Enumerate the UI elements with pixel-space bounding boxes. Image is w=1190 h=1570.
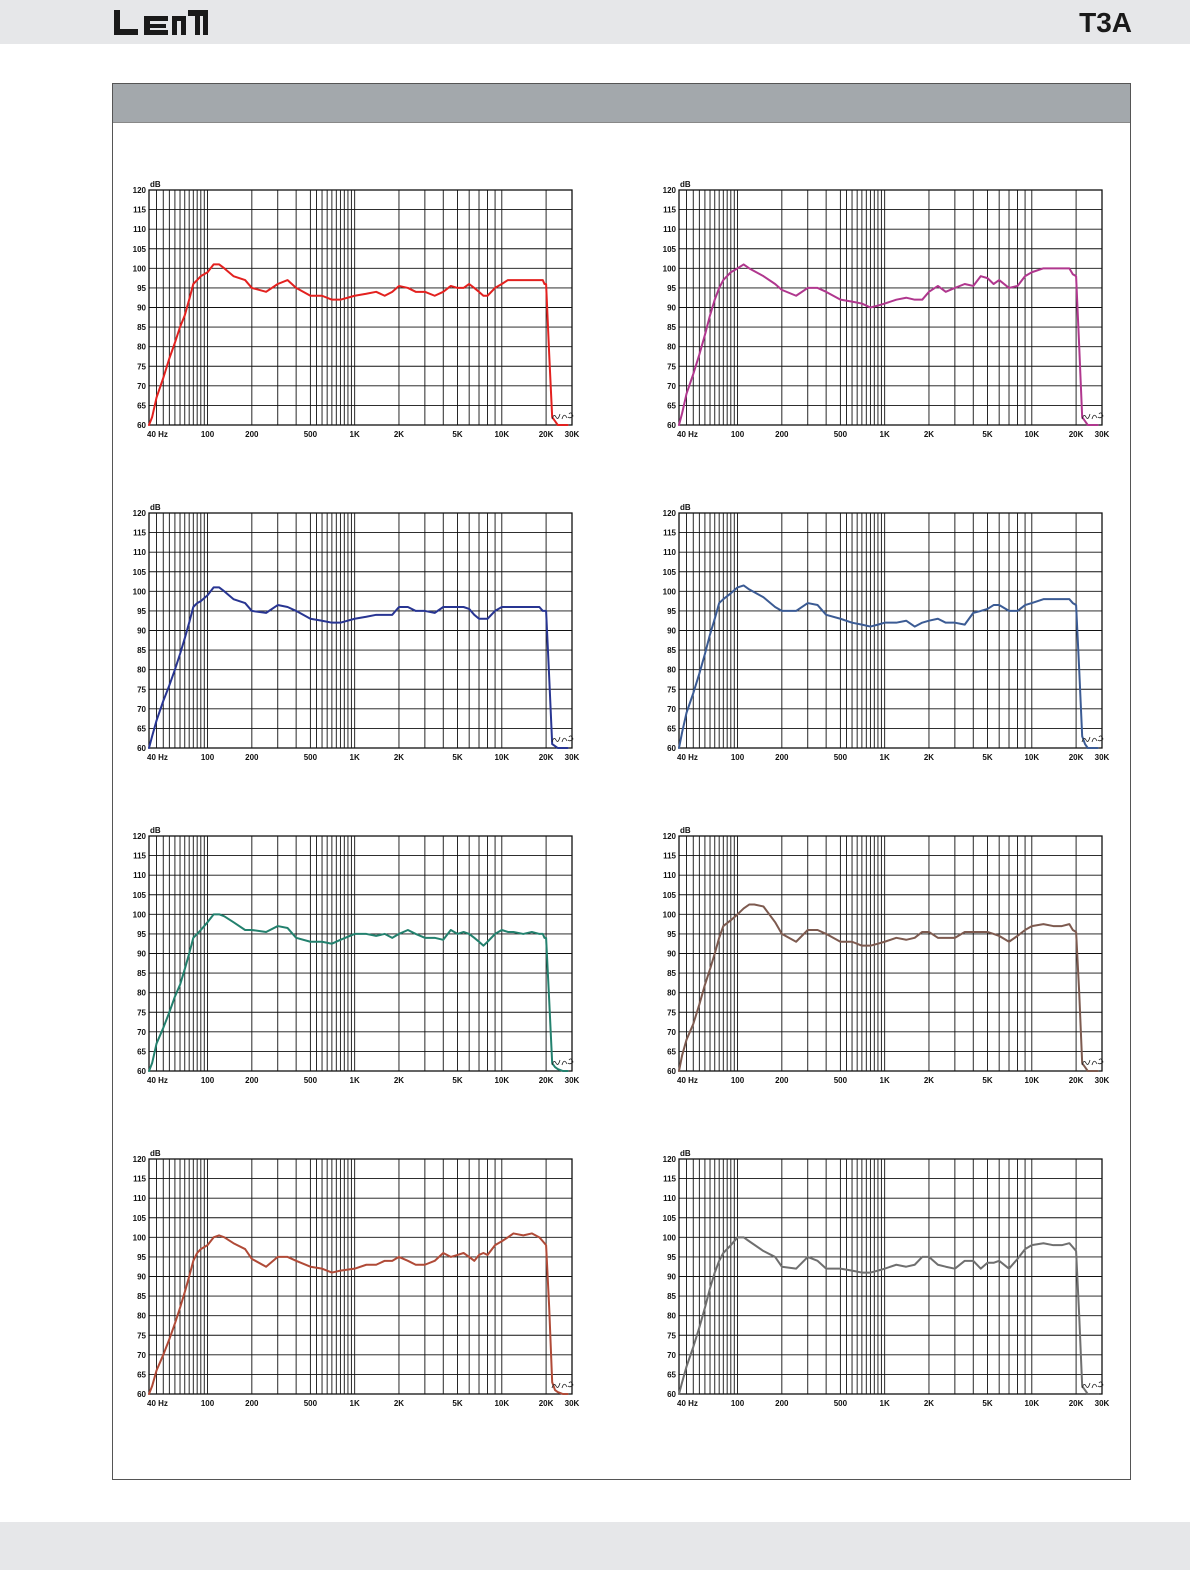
x-tick-label: 2K xyxy=(923,430,935,439)
x-tick-label: 2K xyxy=(923,753,935,762)
x-tick-label: 40 Hz xyxy=(147,1076,168,1085)
y-tick-label: 105 xyxy=(132,567,146,577)
y-tick-label: 95 xyxy=(137,1252,146,1262)
x-tick-label: 500 xyxy=(833,753,848,762)
x-tick-label: 2K xyxy=(393,430,405,439)
y-tick-label: 65 xyxy=(667,1370,676,1380)
y-tick-label: 120 xyxy=(132,186,146,195)
grid xyxy=(149,1159,572,1394)
x-tick-label: 20K xyxy=(538,1399,554,1408)
y-tick-label: 65 xyxy=(667,724,676,734)
y-tick-label: 80 xyxy=(667,988,676,998)
y-axis-label: dB xyxy=(680,826,691,835)
y-tick-label: 105 xyxy=(662,890,676,900)
y-axis-label: dB xyxy=(150,503,161,512)
y-tick-label: 120 xyxy=(132,832,146,841)
model-name: T3A xyxy=(1079,7,1132,38)
x-tick-label: 2K xyxy=(393,1076,405,1085)
x-tick-label: 40 Hz xyxy=(147,1399,168,1408)
y-tick-label: 110 xyxy=(663,1194,676,1204)
x-tick-label: 10K xyxy=(494,753,510,762)
x-tick-label: 5K xyxy=(982,1076,993,1085)
y-tick-label: 85 xyxy=(667,646,676,656)
y-tick-label: 65 xyxy=(137,1370,146,1380)
y-tick-label: 75 xyxy=(667,1331,676,1341)
x-tick-label: 200 xyxy=(775,430,789,439)
y-tick-label: 100 xyxy=(132,1233,146,1243)
y-tick-label: 75 xyxy=(667,1008,676,1018)
y-tick-label: 90 xyxy=(667,626,676,636)
response-curve xyxy=(149,264,568,425)
x-tick-label: 100 xyxy=(200,1399,215,1408)
grid xyxy=(149,836,572,1071)
x-tick-label: 40 Hz xyxy=(147,753,168,762)
response-curve xyxy=(149,587,568,748)
y-tick-label: 65 xyxy=(137,724,146,734)
y-tick-label: 65 xyxy=(137,1047,146,1057)
response-curve xyxy=(679,905,1098,1071)
panel-header-bar xyxy=(113,84,1130,123)
y-tick-label: 110 xyxy=(663,871,676,881)
y-tick-label: 80 xyxy=(667,342,676,352)
x-tick-label: 100 xyxy=(200,430,215,439)
y-tick-label: 75 xyxy=(137,1331,146,1341)
y-tick-label: 90 xyxy=(667,1272,676,1282)
x-tick-label: 5K xyxy=(452,1399,463,1408)
x-tick-label: 20K xyxy=(1068,1076,1084,1085)
y-tick-label: 70 xyxy=(667,1350,676,1360)
response-curve xyxy=(149,1233,568,1394)
y-tick-label: 105 xyxy=(662,1213,676,1223)
y-tick-label: 90 xyxy=(137,303,146,313)
y-tick-label: 80 xyxy=(137,342,146,352)
y-tick-label: 115 xyxy=(133,205,146,215)
y-tick-label: 60 xyxy=(137,1390,146,1399)
y-tick-label: 120 xyxy=(662,509,676,518)
x-tick-label: 500 xyxy=(833,1076,848,1085)
top-bar xyxy=(0,0,1190,44)
x-tick-label: 500 xyxy=(303,753,318,762)
y-tick-label: 90 xyxy=(137,949,146,959)
response-curve xyxy=(679,264,1098,425)
x-tick-label: 20K xyxy=(1068,1399,1084,1408)
y-tick-label: 70 xyxy=(137,1350,146,1360)
x-tick-label: 2K xyxy=(393,753,405,762)
x-tick-label: 20K xyxy=(538,753,554,762)
y-tick-label: 60 xyxy=(667,744,676,753)
y-tick-label: 110 xyxy=(663,548,676,558)
y-tick-label: 60 xyxy=(137,1067,146,1076)
y-tick-label: 80 xyxy=(137,1311,146,1321)
grid xyxy=(679,1159,1102,1394)
y-axis-label: dB xyxy=(680,180,691,189)
x-tick-label: 100 xyxy=(730,430,745,439)
y-tick-label: 115 xyxy=(663,851,676,861)
frequency-response-chart-8 xyxy=(640,1147,1110,1422)
x-tick-label: 1K xyxy=(879,430,890,439)
y-tick-label: 110 xyxy=(133,1194,146,1204)
y-tick-label: 105 xyxy=(132,1213,146,1223)
y-tick-label: 85 xyxy=(137,646,146,656)
y-axis-label: dB xyxy=(150,1149,161,1158)
x-tick-label: 20K xyxy=(1068,430,1084,439)
y-tick-label: 95 xyxy=(667,1252,676,1262)
x-tick-label: 30K xyxy=(564,430,580,439)
x-tick-label: 40 Hz xyxy=(677,753,698,762)
y-tick-label: 115 xyxy=(133,851,146,861)
y-tick-label: 95 xyxy=(667,929,676,939)
y-tick-label: 70 xyxy=(137,704,146,714)
y-tick-label: 110 xyxy=(133,225,146,235)
grid xyxy=(149,190,572,425)
y-tick-label: 70 xyxy=(137,381,146,391)
y-tick-label: 65 xyxy=(667,401,676,411)
y-tick-label: 120 xyxy=(662,832,676,841)
y-tick-label: 100 xyxy=(132,910,146,920)
x-tick-label: 30K xyxy=(564,1399,580,1408)
x-tick-label: 10K xyxy=(1024,430,1040,439)
y-tick-label: 60 xyxy=(137,744,146,753)
y-tick-label: 70 xyxy=(667,381,676,391)
grid xyxy=(679,190,1102,425)
x-tick-label: 10K xyxy=(494,1076,510,1085)
frequency-response-chart-4 xyxy=(640,501,1110,776)
frequency-response-chart-2 xyxy=(640,178,1110,453)
y-tick-label: 75 xyxy=(137,362,146,372)
y-tick-label: 95 xyxy=(137,283,146,293)
x-tick-label: 30K xyxy=(1094,430,1110,439)
y-tick-label: 100 xyxy=(132,264,146,274)
y-tick-label: 85 xyxy=(667,969,676,979)
x-tick-label: 10K xyxy=(494,1399,510,1408)
y-tick-label: 115 xyxy=(663,205,676,215)
y-tick-label: 100 xyxy=(662,1233,676,1243)
x-tick-label: 10K xyxy=(1024,1399,1040,1408)
y-tick-label: 85 xyxy=(137,1292,146,1302)
frequency-response-chart-5 xyxy=(110,824,580,1099)
x-tick-label: 5K xyxy=(982,430,993,439)
y-tick-label: 75 xyxy=(137,685,146,695)
y-tick-label: 80 xyxy=(137,988,146,998)
x-tick-label: 10K xyxy=(1024,753,1040,762)
y-tick-label: 95 xyxy=(667,283,676,293)
x-tick-label: 1K xyxy=(349,1076,360,1085)
x-tick-label: 5K xyxy=(452,753,463,762)
y-tick-label: 90 xyxy=(667,949,676,959)
y-tick-label: 85 xyxy=(137,323,146,333)
y-tick-label: 120 xyxy=(132,509,146,518)
y-tick-label: 100 xyxy=(662,264,676,274)
x-tick-label: 100 xyxy=(200,1076,215,1085)
x-tick-label: 20K xyxy=(1068,753,1084,762)
grid xyxy=(149,513,572,748)
bottom-bar xyxy=(0,1522,1190,1570)
x-tick-label: 5K xyxy=(982,753,993,762)
y-tick-label: 60 xyxy=(667,421,676,430)
y-tick-label: 90 xyxy=(667,303,676,313)
frequency-response-chart-3 xyxy=(110,501,580,776)
x-tick-label: 500 xyxy=(303,1399,318,1408)
y-tick-label: 75 xyxy=(667,685,676,695)
y-tick-label: 80 xyxy=(667,1311,676,1321)
x-tick-label: 200 xyxy=(775,1399,789,1408)
x-tick-label: 10K xyxy=(1024,1076,1040,1085)
y-tick-label: 115 xyxy=(663,1174,676,1184)
y-tick-label: 115 xyxy=(663,528,676,538)
frequency-response-chart-1 xyxy=(110,178,580,453)
y-tick-label: 85 xyxy=(667,323,676,333)
x-tick-label: 100 xyxy=(730,753,745,762)
x-tick-label: 200 xyxy=(245,1076,259,1085)
y-tick-label: 65 xyxy=(667,1047,676,1057)
x-tick-label: 40 Hz xyxy=(677,430,698,439)
brand-logo xyxy=(112,7,212,37)
x-tick-label: 1K xyxy=(879,1399,890,1408)
x-tick-label: 40 Hz xyxy=(677,1076,698,1085)
x-tick-label: 30K xyxy=(564,1076,580,1085)
x-tick-label: 2K xyxy=(923,1399,935,1408)
x-tick-label: 1K xyxy=(879,753,890,762)
x-tick-label: 200 xyxy=(245,1399,259,1408)
y-tick-label: 110 xyxy=(133,548,146,558)
x-tick-label: 1K xyxy=(349,753,360,762)
response-curve xyxy=(679,585,1098,748)
grid xyxy=(679,836,1102,1071)
x-tick-label: 100 xyxy=(200,753,215,762)
x-tick-label: 200 xyxy=(245,753,259,762)
x-tick-label: 5K xyxy=(982,1399,993,1408)
y-tick-label: 90 xyxy=(137,1272,146,1282)
x-tick-label: 1K xyxy=(349,430,360,439)
x-tick-label: 100 xyxy=(730,1076,745,1085)
y-axis-label: dB xyxy=(150,826,161,835)
x-tick-label: 30K xyxy=(1094,1399,1110,1408)
y-tick-label: 95 xyxy=(667,606,676,616)
x-tick-label: 200 xyxy=(775,753,789,762)
x-tick-label: 30K xyxy=(564,753,580,762)
y-tick-label: 60 xyxy=(667,1390,676,1399)
y-tick-label: 60 xyxy=(667,1067,676,1076)
x-tick-label: 10K xyxy=(494,430,510,439)
x-tick-label: 100 xyxy=(730,1399,745,1408)
x-tick-label: 5K xyxy=(452,1076,463,1085)
frequency-response-chart-7 xyxy=(110,1147,580,1422)
y-tick-label: 100 xyxy=(662,910,676,920)
x-tick-label: 2K xyxy=(393,1399,405,1408)
y-tick-label: 80 xyxy=(667,665,676,675)
x-tick-label: 40 Hz xyxy=(147,430,168,439)
y-tick-label: 105 xyxy=(662,244,676,254)
y-tick-label: 65 xyxy=(137,401,146,411)
y-tick-label: 105 xyxy=(132,890,146,900)
y-tick-label: 110 xyxy=(663,225,676,235)
y-axis-label: dB xyxy=(150,180,161,189)
x-tick-label: 20K xyxy=(538,1076,554,1085)
y-tick-label: 120 xyxy=(662,1155,676,1164)
y-tick-label: 60 xyxy=(137,421,146,430)
y-tick-label: 115 xyxy=(133,1174,146,1184)
y-tick-label: 80 xyxy=(137,665,146,675)
y-tick-label: 75 xyxy=(667,362,676,372)
x-tick-label: 1K xyxy=(879,1076,890,1085)
grid xyxy=(679,513,1102,748)
y-tick-label: 115 xyxy=(133,528,146,538)
y-tick-label: 95 xyxy=(137,929,146,939)
y-tick-label: 90 xyxy=(137,626,146,636)
y-axis-label: dB xyxy=(680,503,691,512)
y-tick-label: 70 xyxy=(137,1027,146,1037)
x-tick-label: 20K xyxy=(538,430,554,439)
y-axis-label: dB xyxy=(680,1149,691,1158)
x-tick-label: 30K xyxy=(1094,753,1110,762)
y-tick-label: 95 xyxy=(137,606,146,616)
y-tick-label: 70 xyxy=(667,704,676,714)
x-tick-label: 1K xyxy=(349,1399,360,1408)
frequency-response-chart-6 xyxy=(640,824,1110,1099)
x-tick-label: 200 xyxy=(245,430,259,439)
y-tick-label: 100 xyxy=(662,587,676,597)
x-tick-label: 500 xyxy=(833,1399,848,1408)
x-tick-label: 500 xyxy=(833,430,848,439)
x-tick-label: 500 xyxy=(303,1076,318,1085)
x-tick-label: 30K xyxy=(1094,1076,1110,1085)
y-tick-label: 70 xyxy=(667,1027,676,1037)
x-tick-label: 40 Hz xyxy=(677,1399,698,1408)
x-tick-label: 200 xyxy=(775,1076,789,1085)
x-tick-label: 2K xyxy=(923,1076,935,1085)
y-tick-label: 120 xyxy=(132,1155,146,1164)
y-tick-label: 110 xyxy=(133,871,146,881)
y-tick-label: 105 xyxy=(132,244,146,254)
y-tick-label: 100 xyxy=(132,587,146,597)
y-tick-label: 120 xyxy=(662,186,676,195)
y-tick-label: 85 xyxy=(667,1292,676,1302)
y-tick-label: 75 xyxy=(137,1008,146,1018)
y-tick-label: 105 xyxy=(662,567,676,577)
x-tick-label: 500 xyxy=(303,430,318,439)
y-tick-label: 85 xyxy=(137,969,146,979)
x-tick-label: 5K xyxy=(452,430,463,439)
